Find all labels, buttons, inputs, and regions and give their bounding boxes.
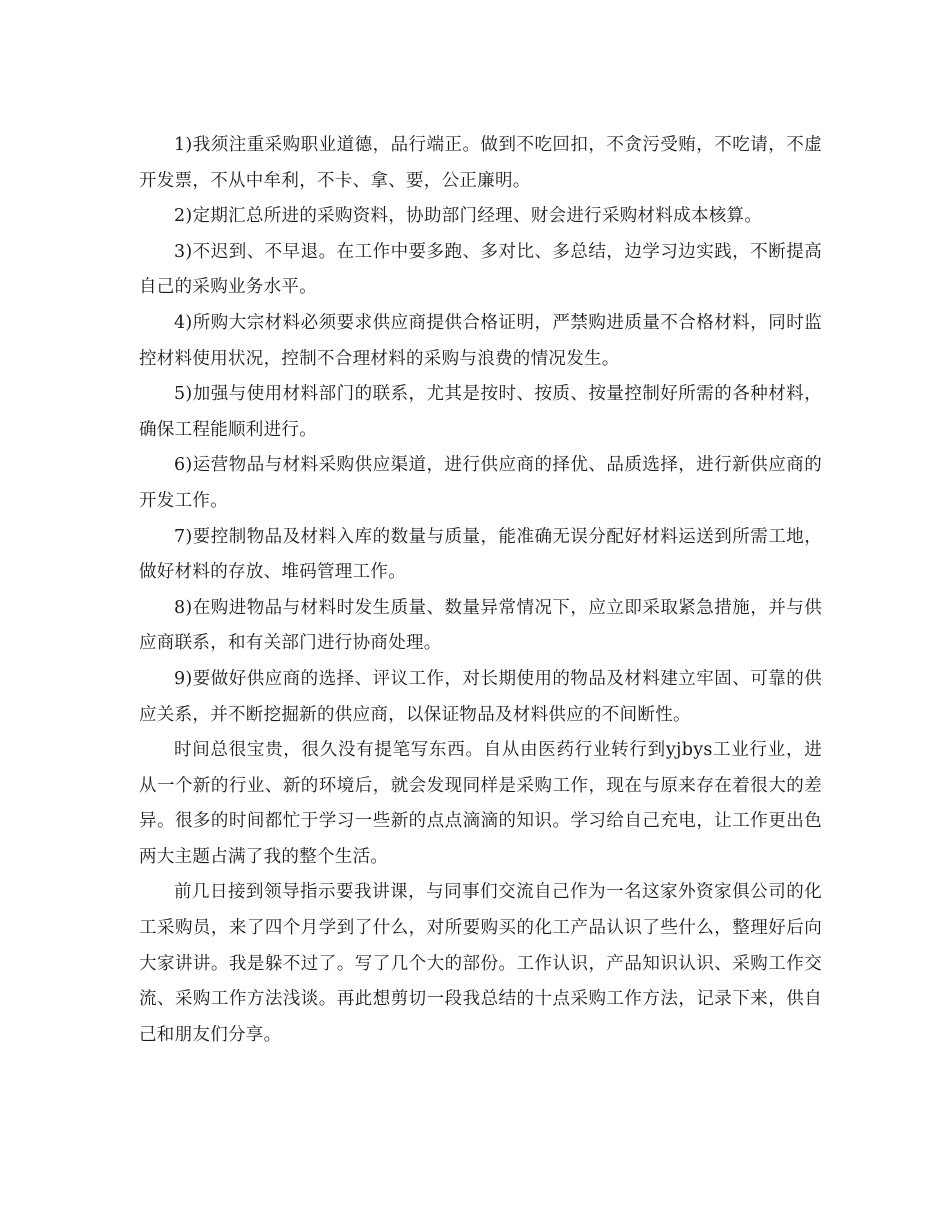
paragraph-7: 7)要控制物品及材料入库的数量与质量，能准确无误分配好材料运送到所需工地，做好材料的存放、堆码管理工作。 xyxy=(139,526,822,583)
document-body xyxy=(139,128,822,1053)
paragraph-3: 3)不迟到、不早退。在工作中要多跑、多对比、多总结，边学习边实践，不断提高自己的采购业务水平。 xyxy=(139,241,822,298)
paragraph-6: 6)运营物品与材料采购供应渠道，进行供应商的择优、品质选择，进行新供应商的开发工作。 xyxy=(139,455,822,511)
paragraph-9: 9)要做好供应商的选择、评议工作，对长期使用的物品及材料建立牢固、可靠的供应关系，并不断挖掘新的供应商，以保证物品及材料供应的不间断性。 xyxy=(139,668,822,725)
paragraph-8: 8)在购进物品与材料时发生质量、数量异常情况下，应立即采取紧急措施，并与供应商联系，和有关部门进行协商处理。 xyxy=(139,597,822,654)
paragraph-10: 时间总很宝贵，很久没有提笔写东西。自从由医药行业转行到yjbys工业行业，进从一个新的行业、新的环境后，就会发现同样是采购工作，现在与原来存在着很大的差异。很多的时间都忙于学习一些新的点点滴滴的知识。学习给自己充电，让工作更出色两大主题占满了我的整个生活。 xyxy=(139,740,822,867)
paragraph-11: 前几日接到领导指示要我讲课，与同事们交流自己作为一名这家外资家俱公司的化工采购员，来了四个月学到了什么，对所要购买的化工产品认识了些什么，整理好后向大家讲讲。我是躲不过了。写了几个大的部份。工作认识，产品知识认识、采购工作交流、采购工作方法浅谈。再此想剪切一段我总结的十点采购工作方法，记录下来，供自己和朋友们分享。 xyxy=(139,882,822,1045)
paragraph-4: 4)所购大宗材料必须要求供应商提供合格证明，严禁购进质量不合格材料，同时监控材料使用状况，控制不合理材料的采购与浪费的情况发生。 xyxy=(139,312,822,369)
paragraph-2: 2)定期汇总所进的采购资料，协助部门经理、财会进行采购材料成本核算。 xyxy=(174,206,763,227)
paragraph-1: 1)我须注重采购职业道德，品行端正。做到不吃回扣，不贪污受贿，不吃请，不虚开发票，不从中牟利，不卡、拿、要，公正廉明。 xyxy=(139,135,822,191)
paragraph-5: 5)加强与使用材料部门的联系，尤其是按时、按质、按量控制好所需的各种材料，确保工程能顺利进行。 xyxy=(139,384,822,440)
